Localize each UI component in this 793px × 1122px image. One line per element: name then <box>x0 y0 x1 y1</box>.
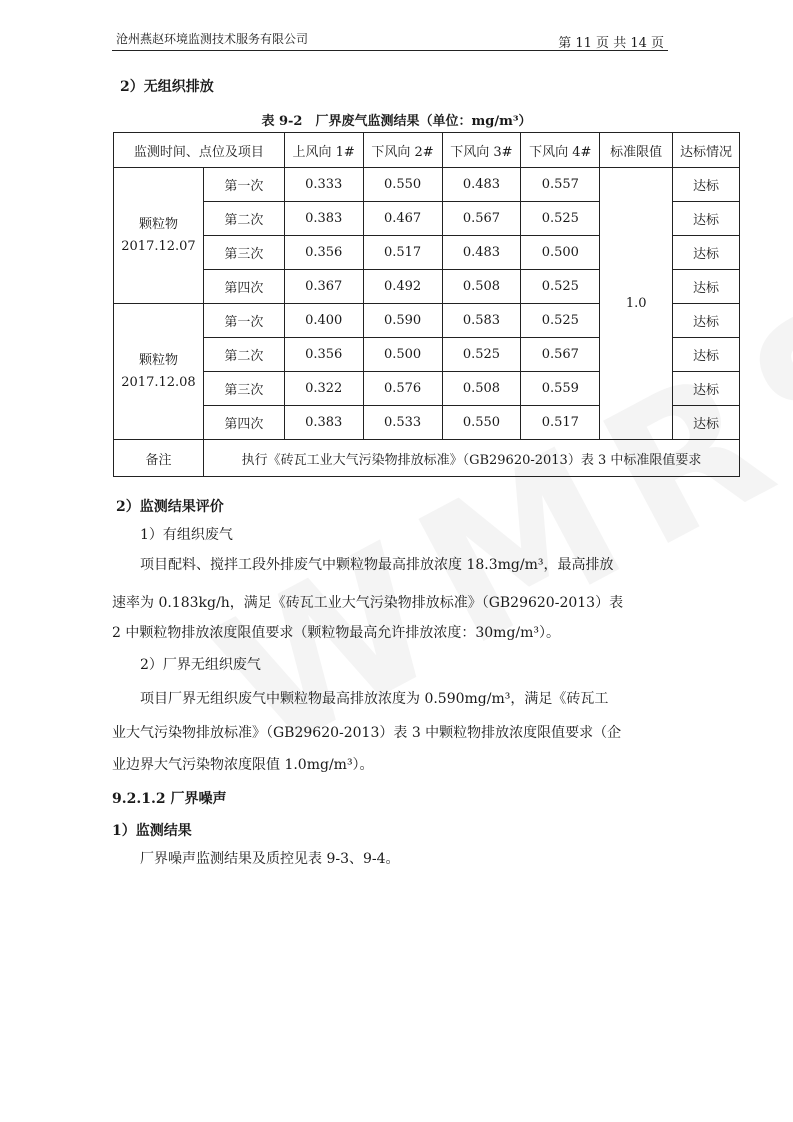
paragraph-line: 2 中颗粒物排放浓度限值要求（颗粒物最高允许排放浓度：30mg/m³）。 <box>112 625 561 641</box>
table-header-row <box>114 133 740 168</box>
paragraph-line: 厂界噪声监测结果及质控见表 9-3、9-4。 <box>140 851 400 867</box>
value-cell: 0.517 <box>363 236 442 270</box>
section-title-evaluation: 2）监测结果评价 <box>116 499 224 515</box>
header-cell: 标准限值 <box>600 133 673 168</box>
value-cell: 0.525 <box>521 304 600 338</box>
monitoring-table <box>113 132 740 477</box>
header-cell: 下风向 3# <box>442 133 521 168</box>
paragraph-line: 项目配料、搅拌工段外排废气中颗粒物最高排放浓度 18.3mg/m³，最高排放 <box>140 557 614 573</box>
row-label: 第四次 <box>203 270 284 304</box>
paragraph-line: 项目厂界无组织废气中颗粒物最高排放浓度为 0.590mg/m³，满足《砖瓦工 <box>140 691 609 707</box>
value-cell: 0.567 <box>442 202 521 236</box>
group-date: 2017.12.07 <box>121 238 196 254</box>
header-cell: 下风向 2# <box>363 133 442 168</box>
note-label: 备注 <box>114 440 204 477</box>
status-cell: 达标 <box>673 236 740 270</box>
group-date: 2017.12.08 <box>121 374 196 390</box>
status-cell: 达标 <box>673 338 740 372</box>
value-cell: 0.322 <box>284 372 363 406</box>
group-label-cell <box>114 304 204 440</box>
value-cell: 0.367 <box>284 270 363 304</box>
value-cell: 0.467 <box>363 202 442 236</box>
header-cell: 上风向 1# <box>284 133 363 168</box>
value-cell: 0.500 <box>363 338 442 372</box>
status-cell: 达标 <box>673 270 740 304</box>
page-header <box>112 28 668 51</box>
value-cell: 0.500 <box>521 236 600 270</box>
row-label: 第二次 <box>203 202 284 236</box>
subsection-title-boundary: 2）厂界无组织废气 <box>140 657 261 673</box>
status-cell: 达标 <box>673 406 740 440</box>
value-cell: 0.576 <box>363 372 442 406</box>
company-name: 沧州燕赵环境监测技术服务有限公司 <box>116 32 309 46</box>
row-label: 第二次 <box>203 338 284 372</box>
paragraph-line: 速率为 0.183kg/h，满足《砖瓦工业大气污染物排放标准》（GB29620-2013）表 <box>112 595 624 611</box>
paragraph-line: 业大气污染物排放标准》（GB29620-2013）表 3 中颗粒物排放浓度限值要求（企 <box>112 725 622 741</box>
value-cell: 0.400 <box>284 304 363 338</box>
value-cell: 0.483 <box>442 236 521 270</box>
value-cell: 0.333 <box>284 168 363 202</box>
value-cell: 0.525 <box>521 202 600 236</box>
subsection-title-organized: 1）有组织废气 <box>140 527 233 543</box>
row-label: 第一次 <box>203 304 284 338</box>
section-title-unorganized-emission: 2）无组织排放 <box>120 79 214 95</box>
group-label-cell <box>114 168 204 304</box>
paragraph-line: 业边界大气污染物浓度限值 1.0mg/m³）。 <box>112 757 374 773</box>
status-cell: 达标 <box>673 304 740 338</box>
header-cell: 达标情况 <box>673 133 740 168</box>
standard-limit-cell: 1.0 <box>600 168 673 440</box>
note-text: 执行《砖瓦工业大气污染物排放标准》（GB29620-2013）表 3 中标准限值要求 <box>203 440 739 477</box>
value-cell: 0.483 <box>442 168 521 202</box>
status-cell: 达标 <box>673 372 740 406</box>
value-cell: 0.517 <box>521 406 600 440</box>
row-label: 第三次 <box>203 372 284 406</box>
row-label: 第四次 <box>203 406 284 440</box>
section-title-noise: 9.2.1.2 厂界噪声 <box>112 791 227 807</box>
table-caption: 表 9-2 厂界废气监测结果（单位：mg/m³） <box>261 114 532 129</box>
value-cell: 0.356 <box>284 236 363 270</box>
table-row <box>114 168 740 202</box>
value-cell: 0.567 <box>521 338 600 372</box>
value-cell: 0.508 <box>442 270 521 304</box>
header-cell: 监测时间、点位及项目 <box>114 133 285 168</box>
note-row <box>114 440 740 477</box>
row-label: 第一次 <box>203 168 284 202</box>
value-cell: 0.583 <box>442 304 521 338</box>
value-cell: 0.492 <box>363 270 442 304</box>
subsection-title-monitoring-result: 1）监测结果 <box>112 823 192 839</box>
page-number: 第 11 页 共 14 页 <box>558 36 664 51</box>
value-cell: 0.533 <box>363 406 442 440</box>
value-cell: 0.550 <box>363 168 442 202</box>
value-cell: 0.383 <box>284 406 363 440</box>
value-cell: 0.383 <box>284 202 363 236</box>
value-cell: 0.356 <box>284 338 363 372</box>
header-cell: 下风向 4# <box>521 133 600 168</box>
value-cell: 0.525 <box>521 270 600 304</box>
value-cell: 0.550 <box>442 406 521 440</box>
row-label: 第三次 <box>203 236 284 270</box>
status-cell: 达标 <box>673 202 740 236</box>
value-cell: 0.557 <box>521 168 600 202</box>
value-cell: 0.590 <box>363 304 442 338</box>
value-cell: 0.508 <box>442 372 521 406</box>
group-item: 颗粒物 <box>138 352 178 368</box>
group-item: 颗粒物 <box>138 216 178 232</box>
value-cell: 0.525 <box>442 338 521 372</box>
status-cell: 达标 <box>673 168 740 202</box>
value-cell: 0.559 <box>521 372 600 406</box>
